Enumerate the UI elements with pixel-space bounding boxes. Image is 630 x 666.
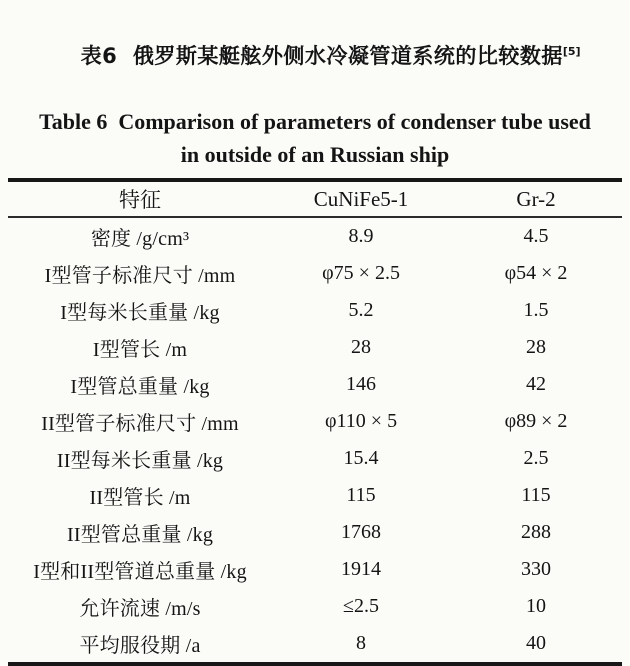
row-label: II型管长 /m — [89, 487, 191, 509]
cell-cunife5-1: 115 — [346, 484, 376, 506]
cell-cunife5-1: 8.9 — [348, 225, 374, 247]
table-row — [8, 366, 622, 403]
table-row — [8, 477, 622, 514]
row-label: I型管子标准尺寸 /mm — [44, 265, 236, 287]
row-label: I型管长 /m — [92, 339, 188, 361]
row-label: 密度 /g/cm³ — [90, 228, 190, 250]
cell-gr-2: 1.5 — [523, 299, 549, 321]
cell-cunife5-1: 8 — [356, 632, 367, 654]
cell-gr-2: 4.5 — [523, 225, 549, 247]
row-label: I型管总重量 /kg — [70, 376, 210, 398]
table-row — [8, 588, 622, 625]
table-row — [8, 403, 622, 440]
cell-cunife5-1: 1768 — [341, 521, 382, 543]
table-row — [8, 329, 622, 366]
cell-cunife5-1: 1914 — [341, 558, 382, 580]
table-row — [8, 514, 622, 551]
table-title-english-line2: in outside of an Russian ship — [180, 142, 450, 167]
col-header-cunife5-1: CuNiFe5-1 — [272, 180, 450, 217]
table-title-chinese — [8, 8, 622, 100]
cell-cunife5-1: 5.2 — [348, 299, 374, 321]
cell-cunife5-1: 28 — [351, 336, 372, 358]
cell-gr-2: 10 — [526, 595, 547, 617]
cell-gr-2: φ89 × 2 — [504, 410, 568, 432]
row-label: II型管总重量 /kg — [66, 524, 214, 546]
cell-gr-2: 40 — [526, 632, 547, 654]
cell-cunife5-1: ≤2.5 — [343, 595, 380, 617]
table-row — [8, 625, 622, 664]
row-label: II型管子标准尺寸 /mm — [41, 413, 239, 435]
table-row — [8, 440, 622, 477]
row-label: II型每米长重量 /kg — [56, 450, 224, 472]
cell-cunife5-1: 15.4 — [343, 447, 379, 469]
table-row — [8, 217, 622, 255]
cell-cunife5-1: 146 — [346, 373, 377, 395]
row-label: 允许流速 /m/s — [79, 598, 201, 620]
cell-gr-2: 28 — [526, 336, 547, 358]
table-row — [8, 551, 622, 588]
col-header-feature: 特征 — [8, 180, 272, 217]
cell-gr-2: 42 — [526, 373, 547, 395]
col-header-gr-2: Gr-2 — [450, 180, 622, 217]
cell-cunife5-1: φ75 × 2.5 — [322, 262, 400, 284]
table-title-english-line1: Table 6 Comparison of parameters of condenser tube used — [39, 109, 591, 134]
row-label: 平均服役期 /a — [79, 635, 201, 657]
header-row — [8, 180, 622, 217]
reference-citation-superscript: [5] — [562, 45, 581, 58]
comparison-table — [8, 178, 622, 666]
cell-gr-2: 2.5 — [523, 447, 549, 469]
table-row — [8, 292, 622, 329]
table-row — [8, 255, 622, 292]
cell-gr-2: 330 — [521, 558, 552, 580]
cell-gr-2: 288 — [521, 521, 552, 543]
cell-gr-2: 115 — [521, 484, 551, 506]
cell-gr-2: φ54 × 2 — [504, 262, 568, 284]
table-title-chinese-text: 表6 俄罗斯某艇舷外侧水冷凝管道系统的比较数据 — [80, 44, 563, 68]
cell-cunife5-1: φ110 × 5 — [324, 410, 398, 432]
row-label: I型和II型管道总重量 /kg — [33, 561, 247, 583]
row-label: I型每米长重量 /kg — [60, 302, 220, 324]
